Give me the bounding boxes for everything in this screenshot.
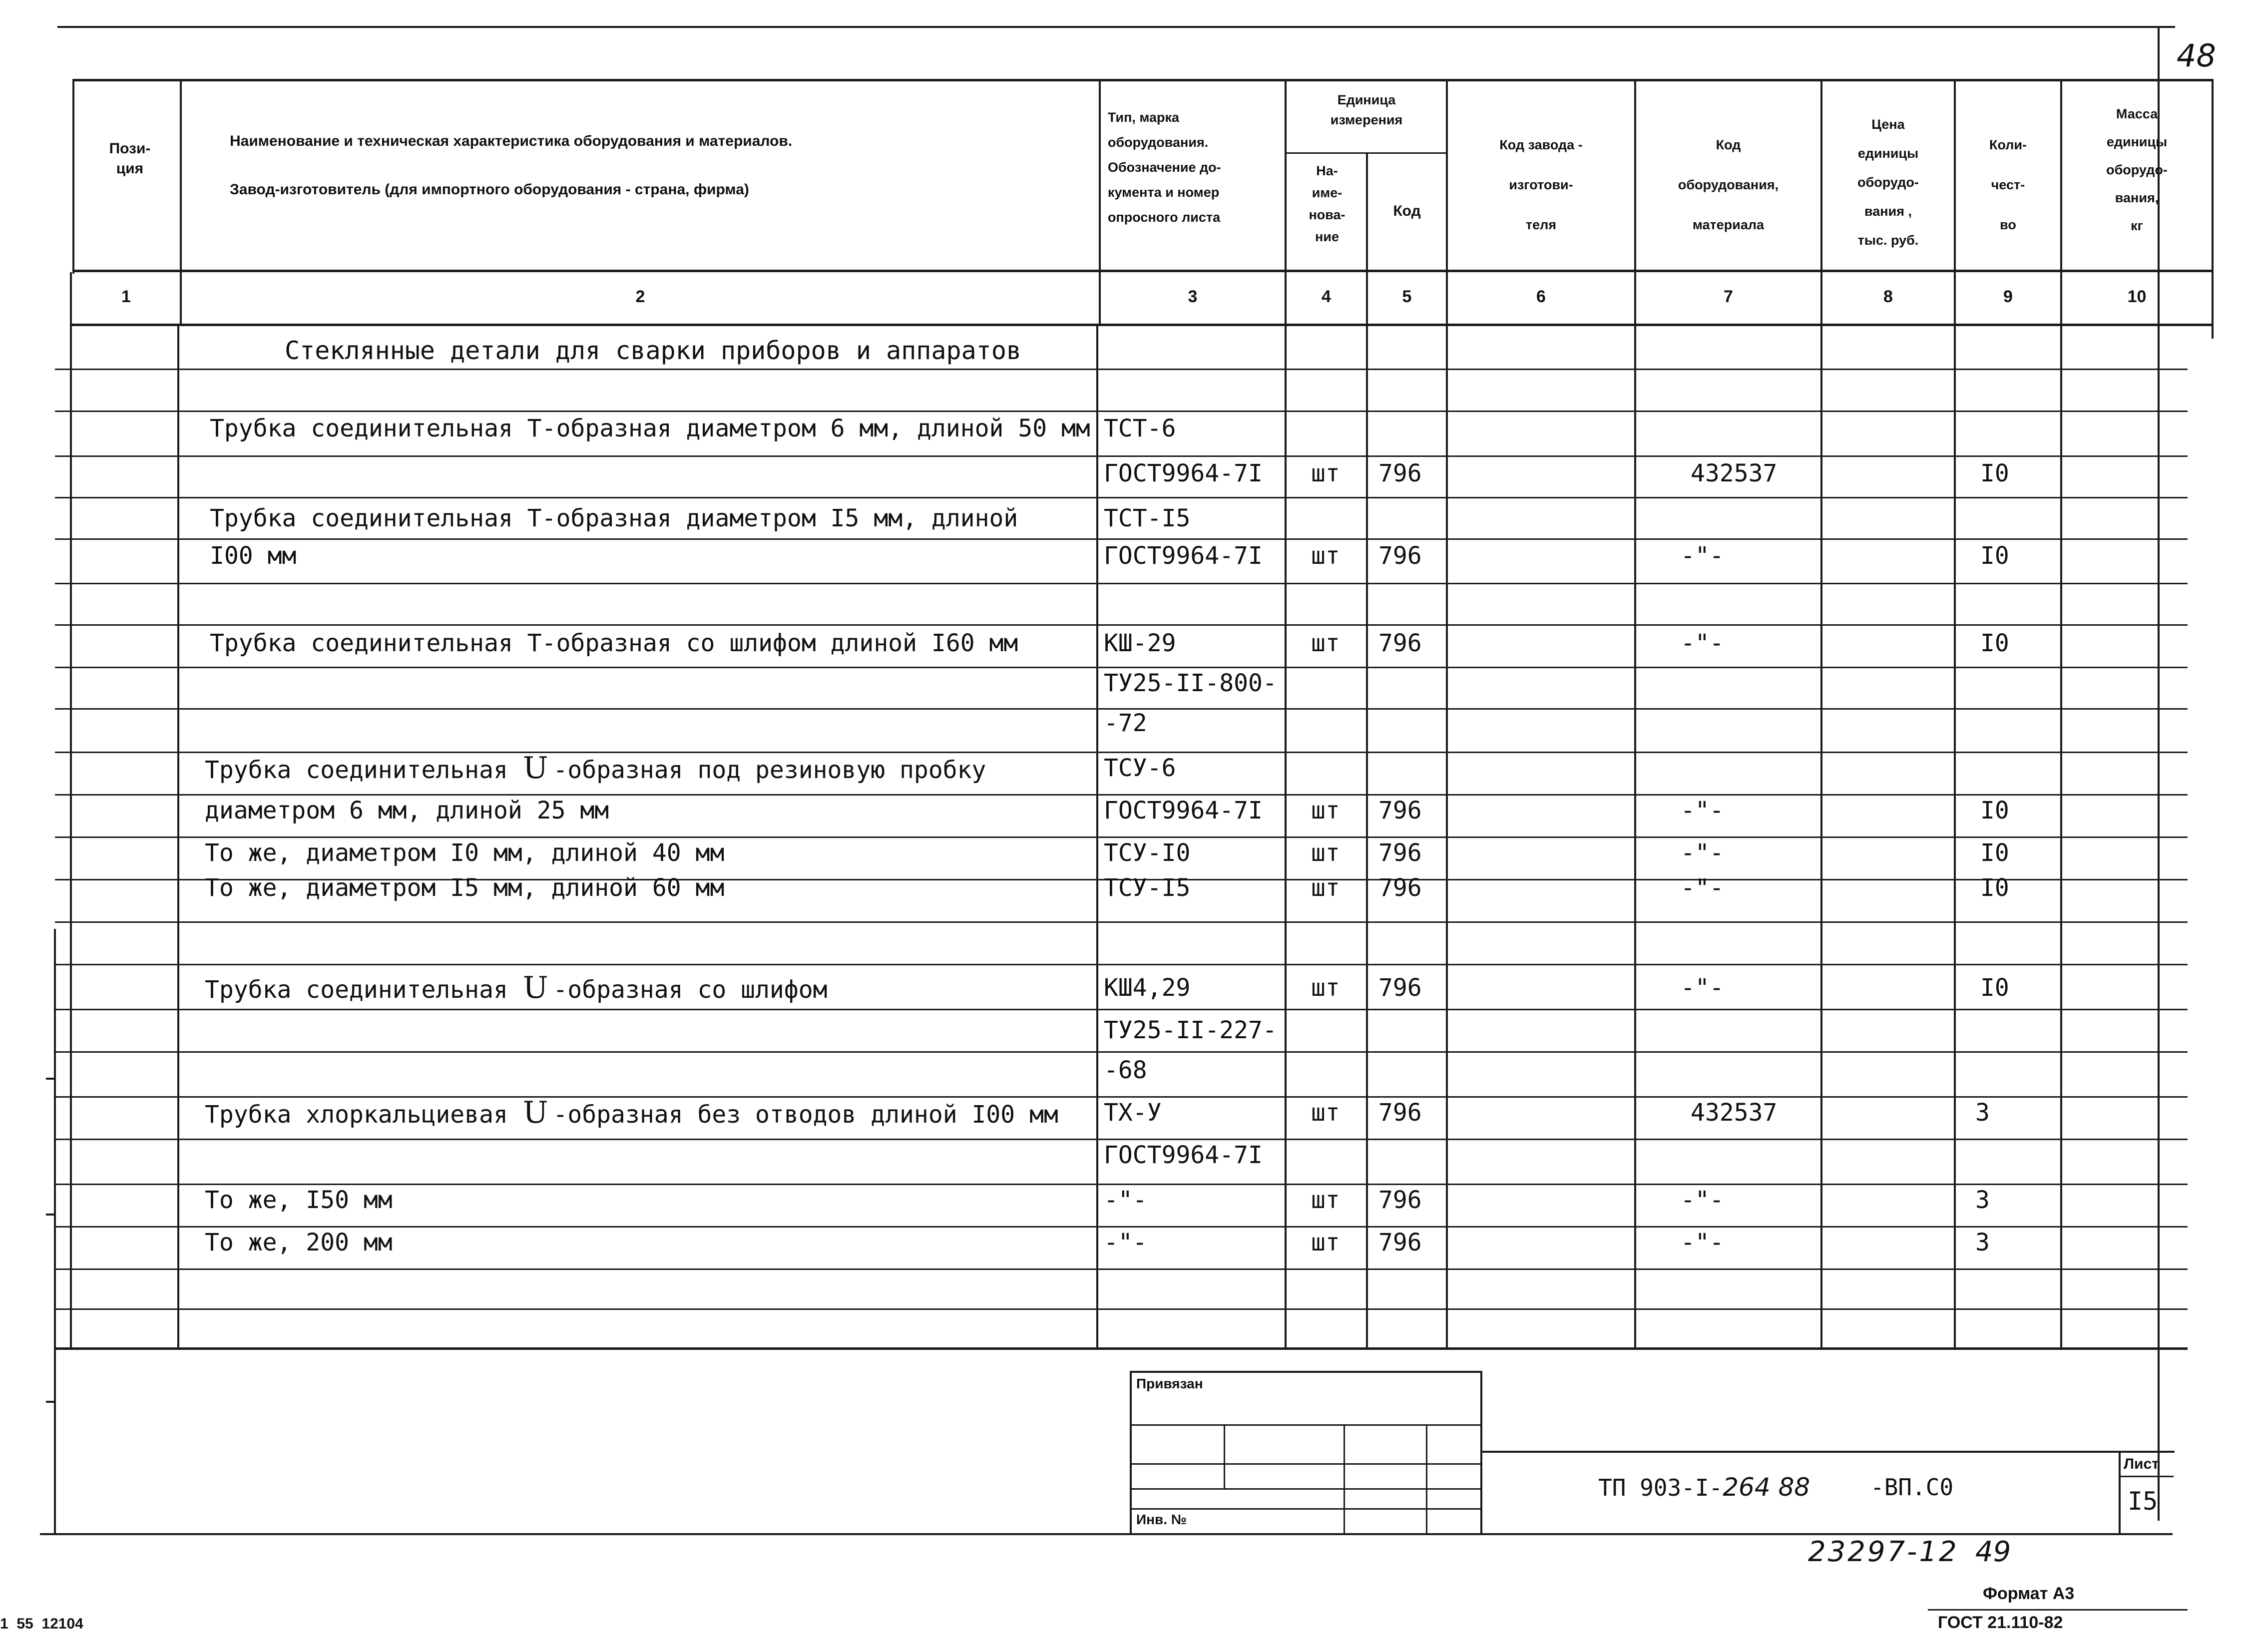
item-qty: I0 [1980,629,2009,657]
colnum-7: 7 [1724,287,1733,306]
header-col8: Цена единицы оборудо- вания , тыс. руб. [1857,117,1919,248]
row-line [55,369,2188,370]
col-sep-left [70,272,72,1350]
item-qty: I0 [1980,542,2009,570]
margin-tick [46,1401,56,1403]
bottom-frame-line [40,1533,2173,1535]
row-line [55,1226,2188,1228]
colnum-6: 6 [1536,287,1546,306]
item-name: Трубка соединительная U -образная под резиновую пробку [205,751,986,786]
item-name: Трубка соединительная Т-образная диаметром 6 мм, длиной 50 мм [210,414,1090,442]
item-type: ТУ25-II-227- [1104,1016,1277,1044]
item-name: диаметром 6 мм, длиной 25 мм [205,797,609,825]
item-type: ТСТ-6 [1104,414,1176,442]
print-id: 1 55 12104 [0,1616,83,1632]
sheet-box-left [2119,1451,2121,1533]
stamp-inv-no: Инв. № [1136,1512,1187,1527]
table-bottom-line [55,1347,2188,1350]
item-material-code: 432537 [1691,459,1778,487]
item-type: -"- [1104,1229,1147,1256]
row-line [55,1009,2188,1010]
format-line [1928,1609,2188,1611]
stamp-row-line-2 [1130,1463,1482,1465]
item-material-code: -"- [1681,874,1724,902]
item-material-code: -"- [1681,974,1724,1002]
section-title: Стеклянные детали для сварки приборов и аппаратов [285,336,1022,365]
item-qty: 3 [1975,1186,1990,1214]
header-col9: Коли- чест- во [1989,137,2027,232]
header-col5: Код [1393,203,1421,219]
item-type: ГОСТ9964-7I [1104,1141,1263,1169]
item-unit: шт [1311,1229,1340,1256]
colnum-1: 1 [121,287,131,306]
header-units-group: Единица измерения [1330,92,1403,127]
item-code: 796 [1378,1186,1422,1214]
item-type: ТСУ-6 [1104,754,1176,782]
doc-code: ТП 903-I-264 88 [1598,1473,1810,1502]
item-unit: шт [1311,542,1340,570]
item-name: То же, диаметром I0 мм, длиной 40 мм [205,839,725,867]
item-qty: I0 [1980,839,2009,867]
item-name: Трубка соединительная U -образная со шлифом [205,970,828,1005]
item-unit: шт [1311,797,1340,825]
item-name-cont: -образная без отводов длиной I00 мм [553,1101,1058,1129]
item-unit: шт [1311,1186,1340,1214]
row-line [55,1184,2188,1185]
item-material-code: 432537 [1691,1099,1778,1127]
col-sep-7 [1820,79,1822,1350]
item-type: ТУ25-II-800- [1104,669,1277,697]
col-sep-4 [1366,152,1368,1350]
item-unit: шт [1311,839,1340,867]
col-sep-10 [2212,79,2214,339]
row-line [55,964,2188,965]
item-unit: шт [1311,459,1340,487]
item-unit: шт [1311,974,1340,1002]
row-line [55,1308,2188,1310]
item-code: 796 [1378,974,1422,1002]
item-material-code: -"- [1681,629,1724,657]
item-qty: I0 [1980,797,2009,825]
colnum-10: 10 [2127,287,2147,306]
item-name: То же, I50 мм [205,1186,393,1214]
col-sep-left-lower [54,929,56,1535]
stamp-row-line-4 [1130,1508,1482,1510]
item-code: 796 [1378,629,1422,657]
item-unit: шт [1311,874,1340,902]
colnum-8: 8 [1883,287,1893,306]
row-line [55,667,2188,668]
header-col1: Пози- ция [109,140,151,177]
handwritten-inventory-number: 23297-12 [1808,1536,1959,1568]
margin-tick [46,1078,56,1080]
stamp-row-line-3 [1130,1488,1482,1490]
row-line [55,538,2188,540]
item-type: КШ4,29 [1104,974,1191,1002]
u-shape-glyph: U [522,751,548,786]
row-line [55,583,2188,584]
item-material-code: -"- [1681,839,1724,867]
item-material-code: -"- [1681,797,1724,825]
item-material-code: -"- [1681,542,1724,570]
col-sep-3 [1285,79,1287,1350]
row-line [55,624,2188,626]
item-code: 796 [1378,459,1422,487]
stamp-col-line-1 [1224,1424,1225,1489]
colnum-9: 9 [2003,287,2013,306]
item-type: ГОСТ9964-7I [1104,542,1263,570]
item-name: То же, диаметром I5 мм, длиной 60 мм [205,874,725,902]
item-type: ТСУ-I5 [1104,874,1191,902]
colnum-2: 2 [635,287,645,306]
item-unit: шт [1311,629,1340,657]
format-label: Формат А3 [1983,1584,2075,1603]
stamp-col-line-2 [1344,1424,1345,1533]
item-type: КШ-29 [1104,629,1176,657]
item-qty: I0 [1980,974,2009,1002]
sheet-label: Лист [2124,1456,2159,1472]
col-sep-6 [1634,79,1636,1350]
row-line [55,752,2188,753]
row-line [55,794,2188,796]
item-qty: 3 [1975,1099,1990,1127]
col-sep-9 [2060,79,2062,1350]
item-type: -72 [1104,709,1147,737]
item-qty: I0 [1980,874,2009,902]
margin-tick [46,1214,56,1216]
col-sep-5 [1446,79,1448,1350]
u-shape-glyph: U [522,970,548,1005]
header-col3: Тип, марка оборудования. Обозначение до- кумента и номер опросного листа [1108,110,1221,225]
unit-group-line [1286,152,1447,154]
row-line [55,1096,2188,1098]
header-col7: Код оборудования, материала [1678,137,1779,232]
item-name: I00 мм [210,542,297,570]
row-line [55,411,2188,412]
corner-page-number: 48 [2177,37,2216,74]
stamp-row-line-1 [1130,1424,1482,1426]
item-name-cont: -образная под резиновую пробку [553,756,986,784]
colnum-4: 4 [1322,287,1331,306]
item-type: ТСТ-I5 [1104,504,1191,532]
row-line [55,455,2188,457]
item-material-code: -"- [1681,1186,1724,1214]
header-col6: Код завода - изготови- теля [1499,137,1583,232]
item-qty: I0 [1980,459,2009,487]
item-code: 796 [1378,874,1422,902]
top-border-line [57,26,2175,28]
item-type: ГОСТ9964-7I [1104,459,1263,487]
item-code: 796 [1378,1229,1422,1256]
table-top-line [72,79,2213,81]
col-sep-8 [1954,79,1956,1350]
item-type: ТХ-У [1104,1099,1162,1127]
item-qty: 3 [1975,1229,1990,1256]
item-type: -"- [1104,1186,1147,1214]
item-type: -68 [1104,1056,1147,1084]
col-sep-left-header [72,79,74,274]
sheet-box-divider [2121,1476,2174,1477]
item-unit: шт [1311,1099,1340,1127]
colnum-3: 3 [1188,287,1198,306]
row-line [55,1268,2188,1270]
item-type: ТСУ-I0 [1104,839,1191,867]
item-code: 796 [1378,1099,1422,1127]
row-line [55,836,2188,838]
item-code: 796 [1378,839,1422,867]
stamp-col-line-3 [1426,1424,1427,1533]
handwritten-page-49: 49 [1975,1536,2011,1568]
item-code: 796 [1378,797,1422,825]
stamp-privyazan: Привязан [1136,1376,1203,1391]
item-name: Трубка соединительная Т-образная со шлифом длиной I60 мм [210,629,1018,657]
header-col10: Масса единицы оборудо- вания, кг [2106,106,2168,233]
item-material-code: -"- [1681,1229,1724,1256]
item-name-cont: -образная со шлифом [553,976,828,1004]
row-line [55,1051,2188,1053]
header-col2-line1: Наименование и техническая характеристика оборудования и материалов. [230,133,793,149]
row-line [55,1139,2188,1140]
item-type: ГОСТ9964-7I [1104,797,1263,825]
row-line [55,921,2188,923]
header-col2-line2: Завод-изготовитель (для импортного оборудования - страна, фирма) [230,181,749,198]
u-shape-glyph: U [522,1095,548,1130]
colnum-5: 5 [1402,287,1412,306]
sheet-value: I5 [2128,1487,2158,1516]
row-line [55,497,2188,498]
gost-label: ГОСТ 21.110-82 [1938,1613,2063,1632]
header-col4: На- име- нова- ние [1309,163,1345,244]
stamp-main-top-line [1480,1451,2175,1453]
doc-code-suffix: -ВП.С0 [1870,1474,1954,1501]
right-frame-line [2158,27,2160,1521]
item-name: Трубка хлоркальциевая U -образная без отводов длиной I00 мм [205,1095,1058,1130]
header-bottom-line [72,270,2213,272]
stamp-top-line [1130,1371,1482,1373]
colnum-bottom-line [70,324,2213,326]
item-code: 796 [1378,542,1422,570]
item-name: То же, 200 мм [205,1229,393,1256]
item-name: Трубка соединительная Т-образная диаметром I5 мм, длиной [210,504,1018,532]
